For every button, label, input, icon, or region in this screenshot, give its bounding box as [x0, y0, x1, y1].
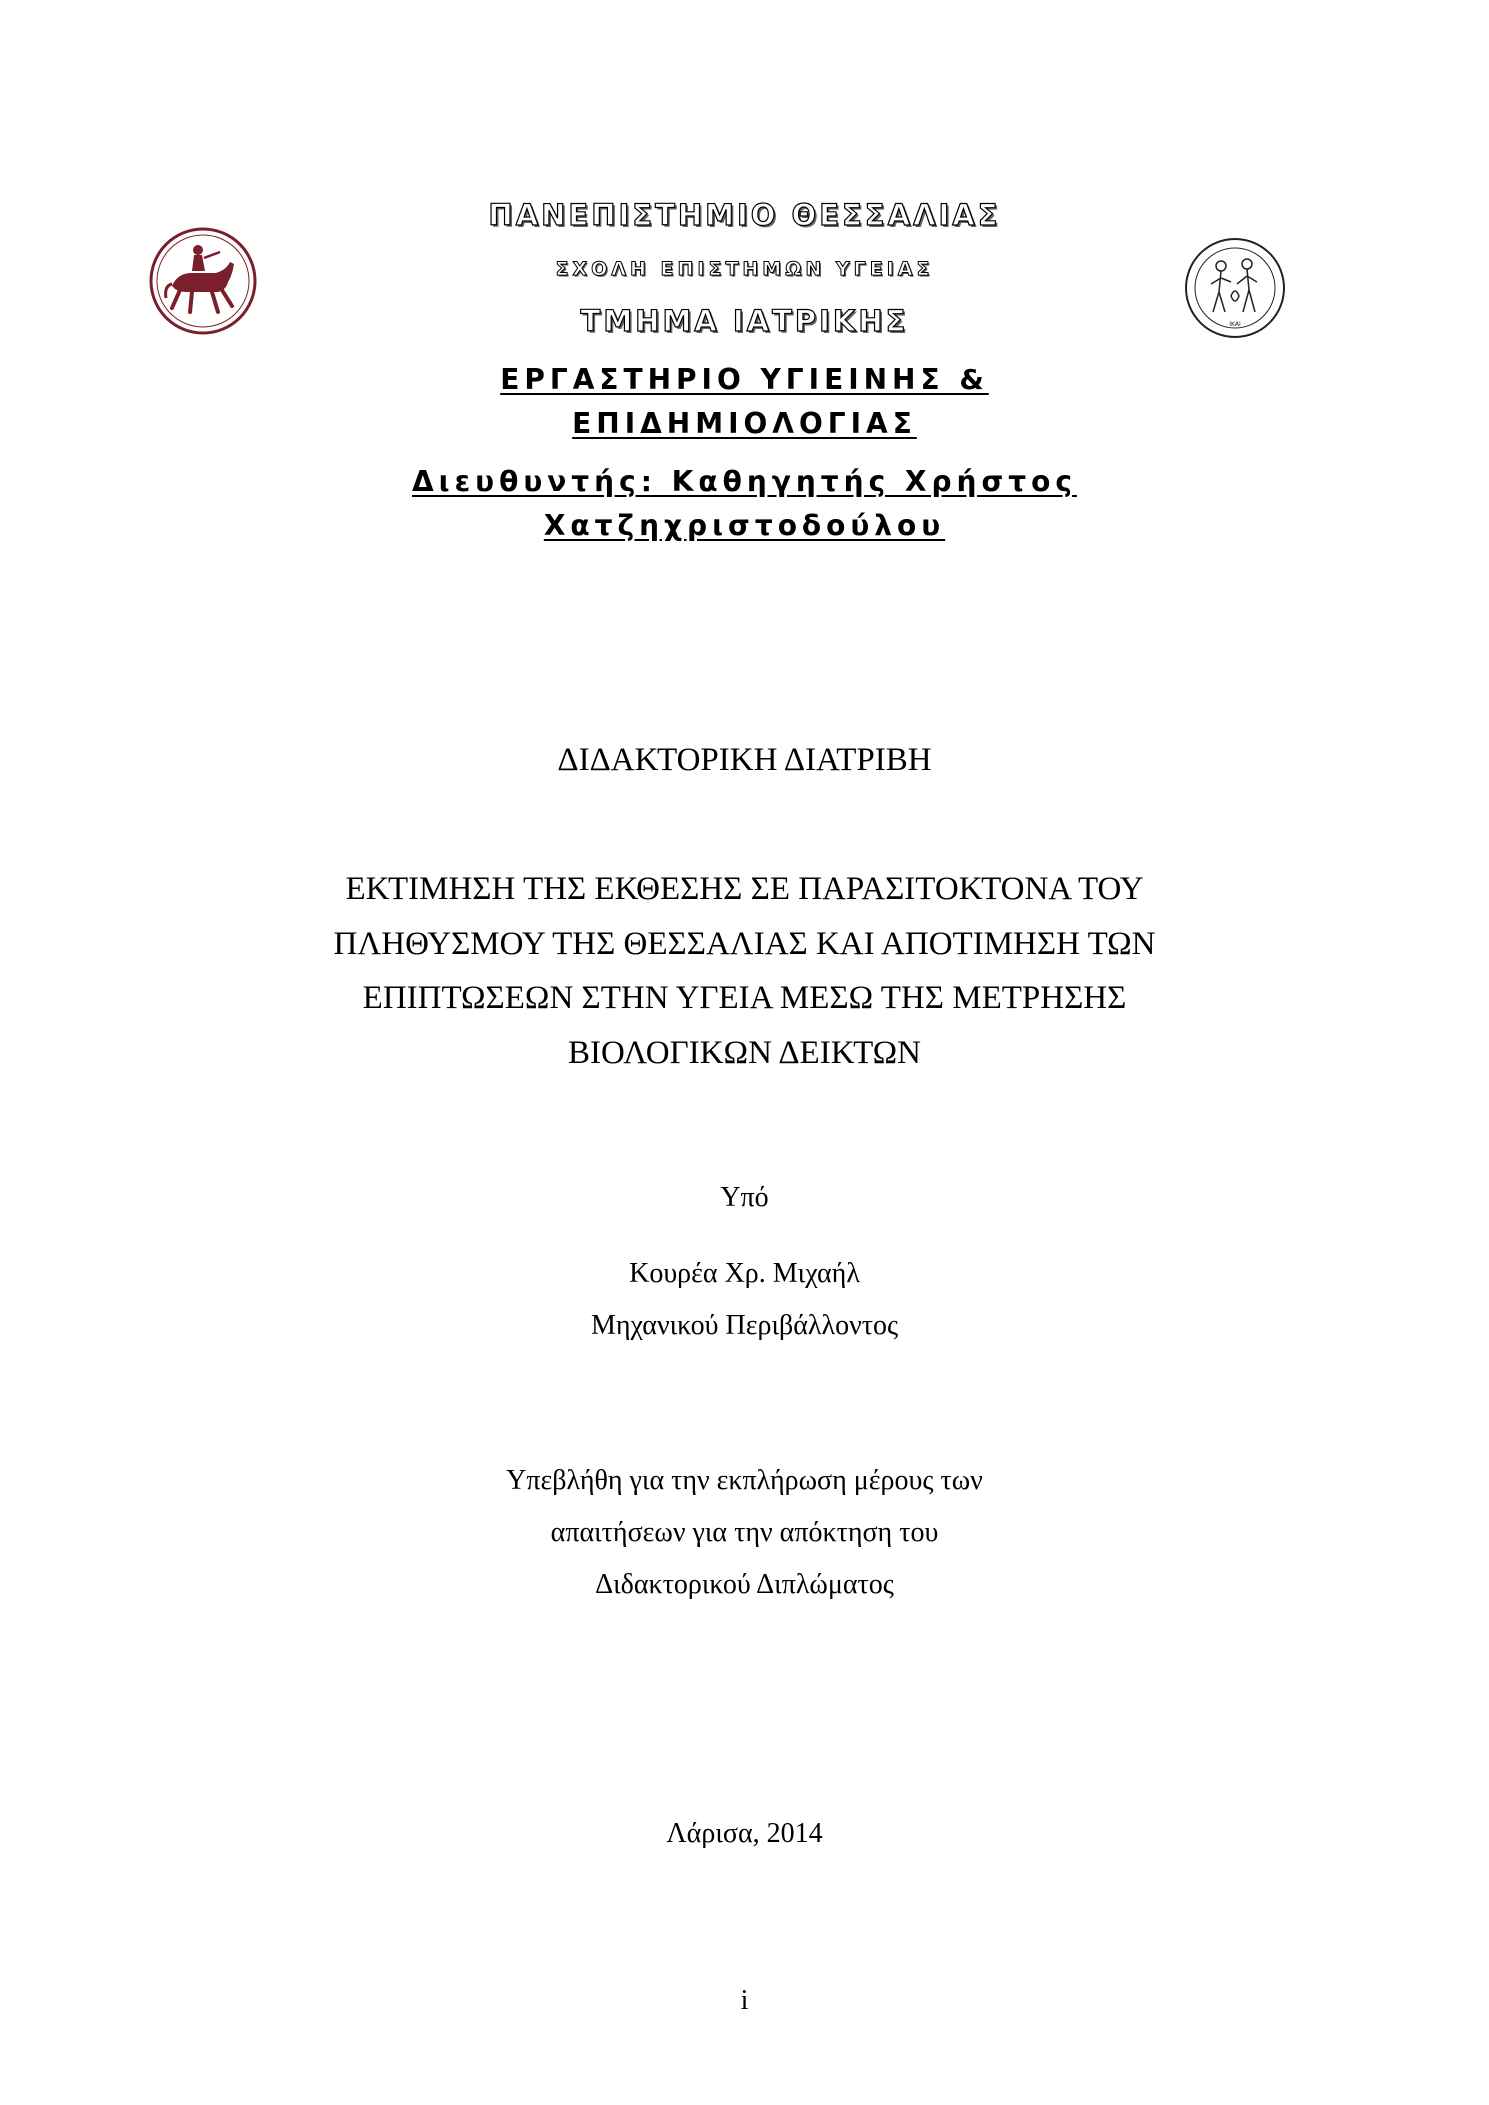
university-name: ΠΑΝΕΠΙΣΤΗΜΙΟ ΘΕΣΣΑΛΙΑΣ [488, 198, 1001, 232]
by-label: Υπό [720, 1182, 769, 1213]
submission-line: απαιτήσεων για την απόκτηση του [550, 1517, 939, 1548]
title-line: ΕΠΙΠΤΩΣΕΩΝ ΣΤΗΝ ΥΓΕΙΑ ΜΕΣΩ ΤΗΣ ΜΕΤΡΗΣΗΣ [362, 980, 1127, 1016]
page-number: i [740, 1985, 749, 2016]
laboratory-name [0, 358, 1489, 446]
author-title: Μηχανικού Περιβάλλοντος [590, 1310, 899, 1341]
director-line: Χατζηχριστοδούλου [543, 509, 946, 542]
laboratory-line: ΕΡΓΑΣΤΗΡΙΟ ΥΓΙΕΙΝΗΣ & [500, 363, 989, 396]
school-name: ΣΧΟΛΗ ΕΠΙΣΤΗΜΩΝ ΥΓΕΙΑΣ [555, 258, 934, 280]
submission-line: Υπεβλήθη για την εκπλήρωση μέρους των [506, 1465, 983, 1496]
submission-statement [0, 1455, 1489, 1611]
document-type: ΔΙΔΑΚΤΟΡΙΚΗ ΔΙΑΤΡΙΒΗ [557, 742, 932, 778]
place-year: Λάρισα, 2014 [666, 1818, 823, 1849]
svg-text:ΙΚΑΙ: ΙΚΑΙ [1229, 321, 1241, 328]
submission-line: Διδακτορικού Διπλώματος [595, 1569, 894, 1600]
title-line: ΒΙΟΛΟΓΙΚΩΝ ΔΕΙΚΤΩΝ [567, 1034, 921, 1071]
director-line: Διευθυντής: Καθηγητής Χρήστος [412, 465, 1077, 498]
author-name: Κουρέα Χρ. Μιχαήλ [629, 1258, 860, 1289]
author-block [0, 1248, 1489, 1352]
title-line: ΠΛΗΘΥΣΜΟΥ ΤΗΣ ΘΕΣΣΑΛΙΑΣ ΚΑΙ ΑΠΟΤΙΜΗΣΗ ΤΩΝ [333, 925, 1156, 962]
title-line: ΕΚΤΙΜΗΣΗ ΤΗΣ ΕΚΘΕΣΗΣ ΣΕ ΠΑΡΑΣΙΤΟΚΤΟΝΑ ΤΟΥ [345, 871, 1144, 907]
department-name: ΤΜΗΜΑ ΙΑΤΡΙΚΗΣ [580, 304, 909, 338]
thesis-title [0, 862, 1489, 1080]
laboratory-line: ΕΠΙΔΗΜΙΟΛΟΓΙΑΣ [572, 407, 917, 440]
director-name [0, 460, 1489, 548]
